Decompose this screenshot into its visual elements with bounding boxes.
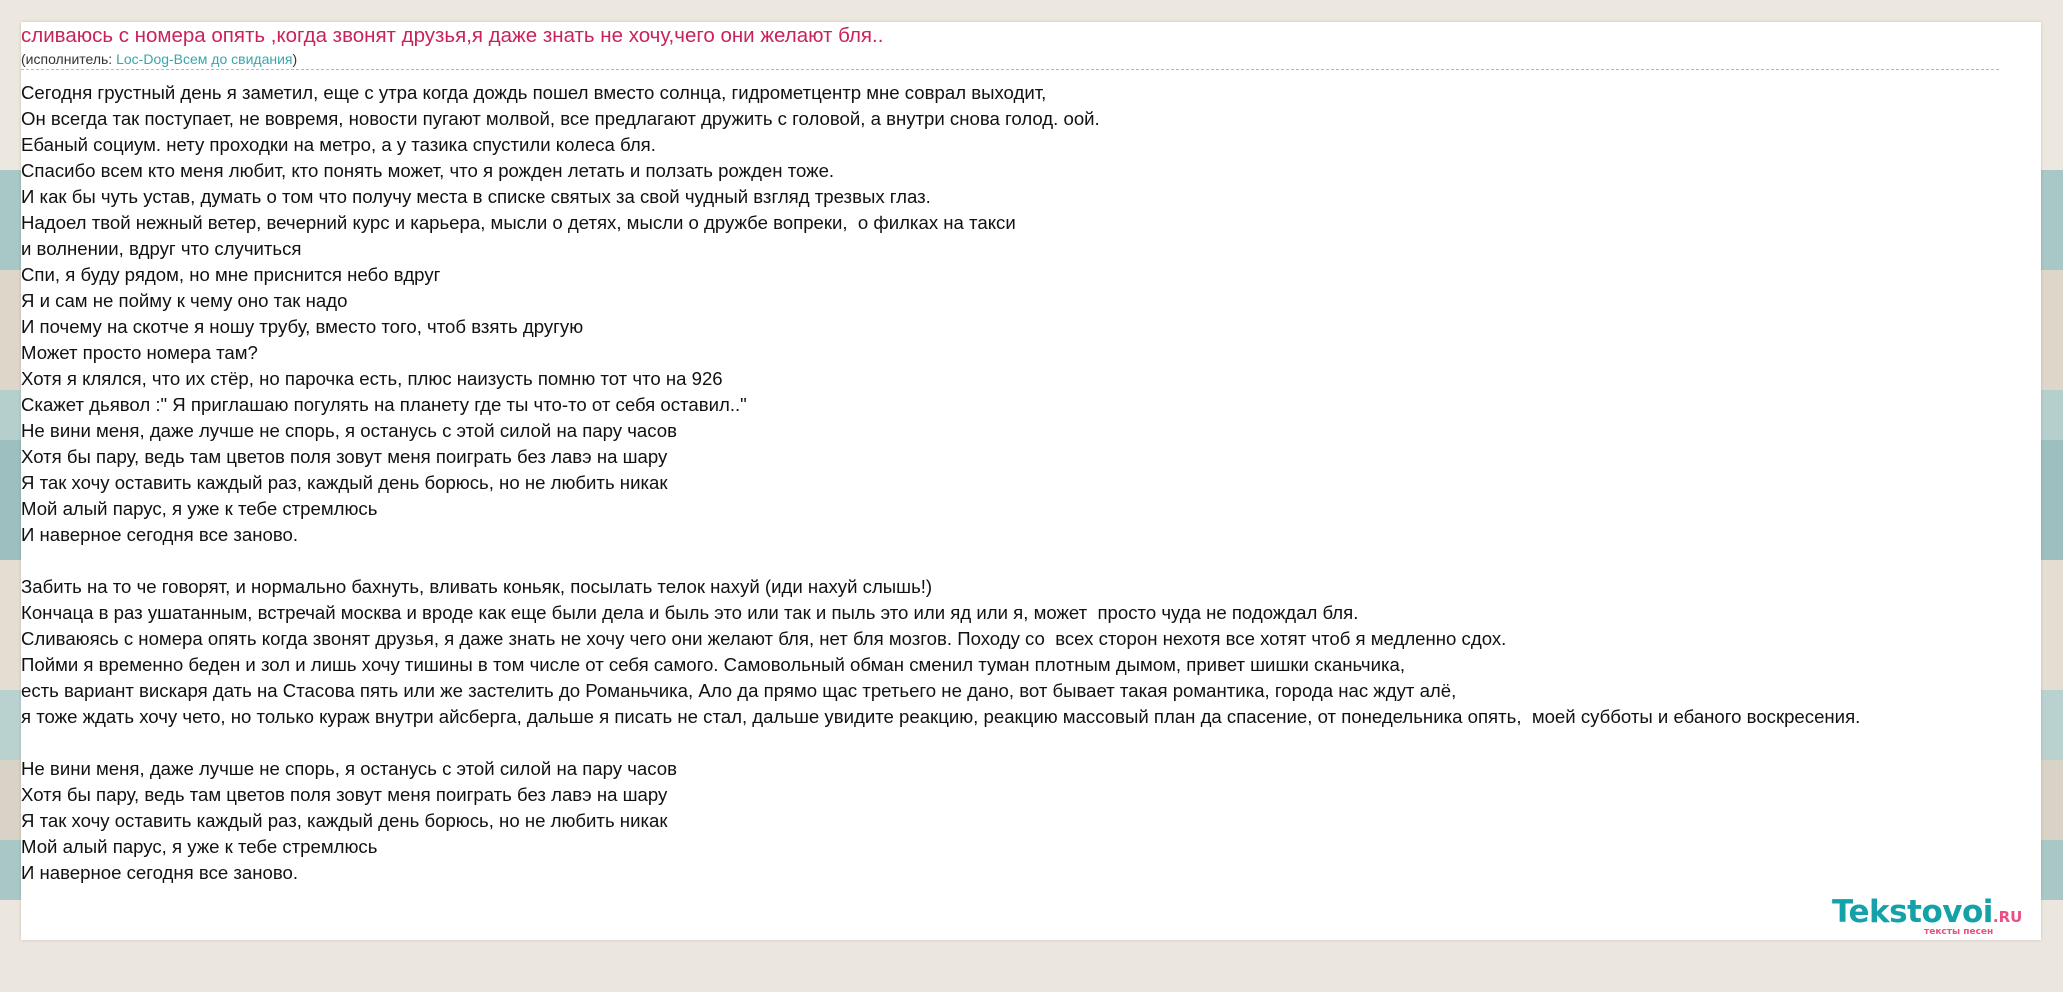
logo-tld: .RU xyxy=(1992,908,2023,926)
artist-byline xyxy=(21,50,2020,68)
byline-suffix: ) xyxy=(292,51,298,67)
byline-prefix: (исполнитель: xyxy=(21,51,117,67)
song-header xyxy=(21,22,2020,70)
site-logo[interactable] xyxy=(1832,895,2042,939)
lyrics-text: Сегодня грустный день я заметил, еще с утра когда дождь пошел вместо солнца, гидрометцентр мне соврал выходит, Он всегда так поступает, не вовремя, новости пугают молвой, все предлагают дружить с головой, а внутри снова голод. оой. Ебаный социум. нету проходки на метро, а у тазика спустили колеса бля. Спасибо всем кто меня любит, кто понять может, что я рожден летать и ползать рожден тоже. И как бы чуть устав, думать о том что получу места в списке святых за свой чудный взгляд трезвых глаз. Надоел твой нежный ветер, вечерний курс и карьера, мысли о детях, мысли о дружбе вопреки, о филках на такси и волнении, вдруг что случиться Спи, я буду рядом, но мне приснится небо вдруг Я и сам не пойму к чему оно так надо И почему на скотче я ношу трубу, вместо того, чтоб взять другую Может просто номера там? Хотя я клялся, что их стёр, но парочка есть, плюс наизусть помню тот что на 926 Скажет дьявол :" Я приглашаю погулять на планету где ты что-то от себя оставил.." Не вини меня, даже лучше не спорь, я останусь с этой силой на пару часов Хотя бы пару, ведь там цветов поля зовут меня поиграть без лавэ на шару Я так хочу оставить каждый раз, каждый день борюсь, но не любить никак Мой алый парус, я уже к тебе стремлюсь И наверное сегодня все заново. Забить на то че говорят, и нормально бахнуть, вливать коньяк, посылать телок нахуй (иди нахуй слышь!) Кончаца в раз ушатанным, встречай москва и вроде как еще были дела и быль это или так и пыль это или яд или я, может просто чуда не подождал бля. Сливаюясь с номера опять когда звонят друзья, я даже знать не хочу чего они желают бля, нет бля мозгов. Походу со всех сторон нехотя все хотят чтоб я медленно сдох. Пойми я временно беден и зол и лишь хочу тишины в том числе от себя самого. Самовольный обман сменил туман плотным дымом, привет шишки сканьчика, есть вариант вискаря дать на Стасова пять или же застелить до Романьчика, Ало да прямо щас третьего не дано, вот бывает такая романтика, города нас ждут алё, я тоже ждать хочу чето, но только кураж внутри айсберга, дальше я писать не стал, дальше увидите реакцию, реакцию массовый план да спасение, от понедельника опять, моей субботы и ебаного воскресения. Не вини меня, даже лучше не спорь, я останусь с этой силой на пару часов Хотя бы пару, ведь там цветов поля зовут меня поиграть без лавэ на шару Я так хочу оставить каждый раз, каждый день борюсь, но не любить никак Мой алый парус, я уже к тебе стремлюсь И наверное сегодня все заново. xyxy=(21,82,1861,883)
header-divider xyxy=(21,69,1999,70)
logo-name: Tekstovoi xyxy=(1832,894,1993,930)
song-title: сливаюсь с номера опять ,когда звонят друзья,я даже знать не хочу,чего они желают бля.. xyxy=(21,24,884,47)
artist-link[interactable]: Loc-Dog-Всем до свидания xyxy=(116,51,293,67)
logo-tagline: тексты песен xyxy=(1924,927,1994,937)
